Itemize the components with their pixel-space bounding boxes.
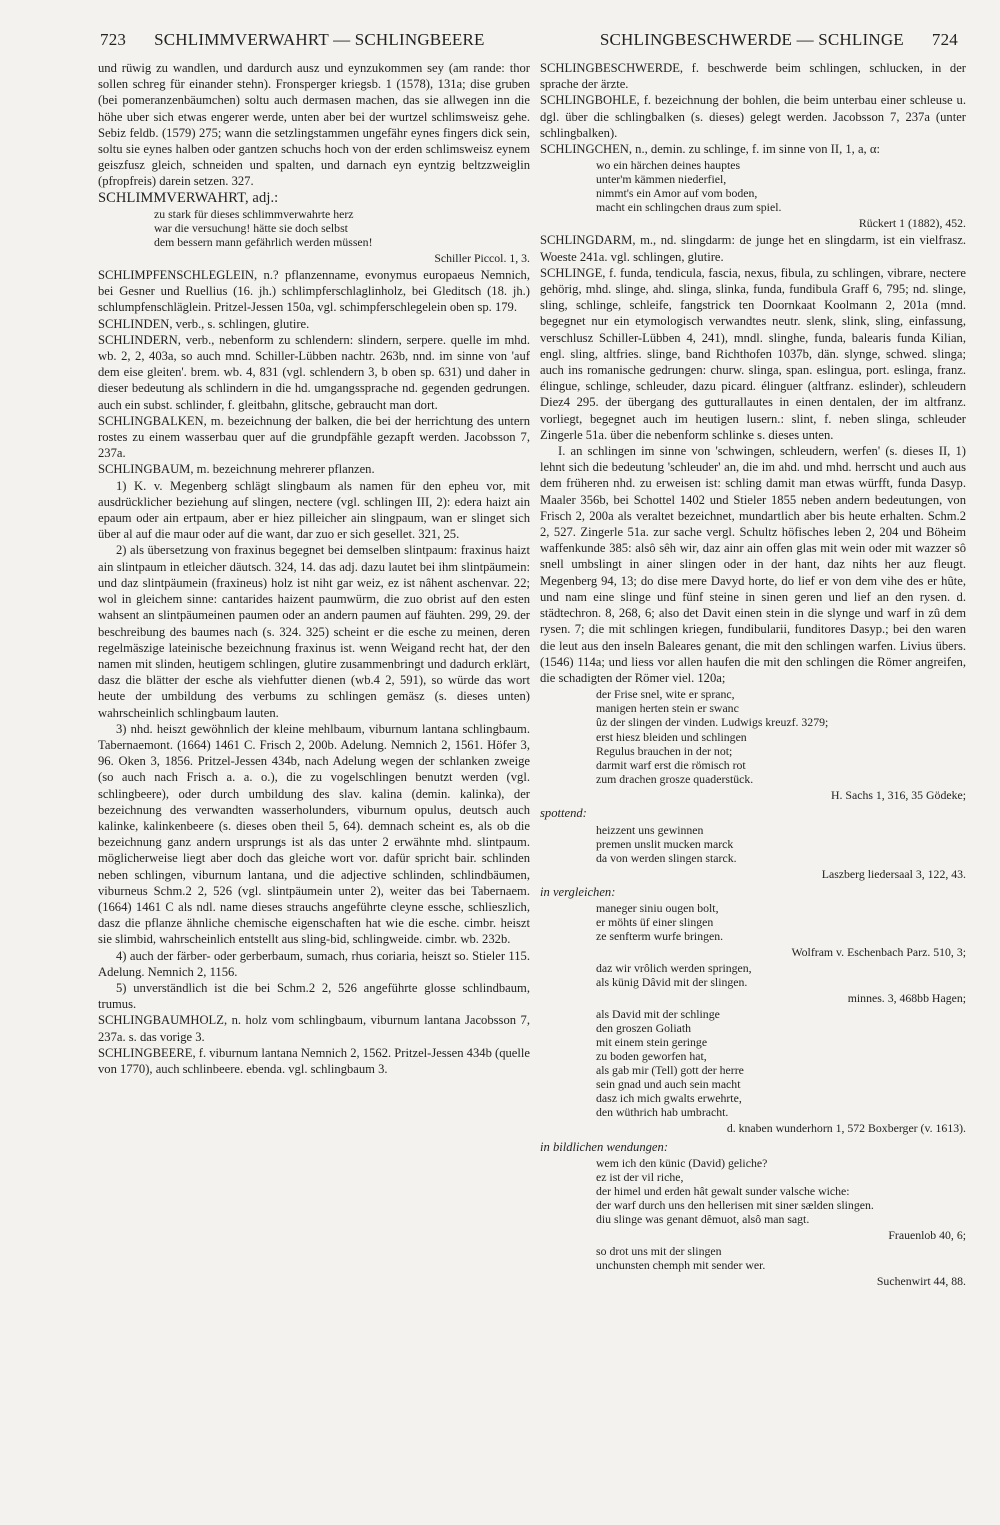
dictionary-entry: SCHLINGBESCHWERDE, f. beschwerde beim schlingen, schlucken, in der sprache der ärzte. [540,61,966,92]
sense-paragraph: 4) auch der färber- oder gerberbaum, sumach, rhus coriaria, heiszt so. Stieler 115. Adelung. Nemnich 2, 1156. [98,948,530,979]
left-column [98,60,530,1077]
verse-quotation: wem ich den künic (David) geliche? ez ist der vil riche, der himel und erden hât gewalt sunder valsche wiche: der warf durch uns den hellerisen mit siner sælden slingen. diu slinge was genant dêmuot, alsô man sagt. [596,1155,874,1226]
verse-quotation: als David mit der schlinge den groszen Goliath mit einem stein geringe zu boden geworfen hat, als gab mir (Tell) gott der herre sein gnad und auch sein macht dasz ich mich gwalts erwehrte, den wüthrich hab umbracht. [596,1007,744,1120]
dictionary-entry: SCHLINGCHEN, n., demin. zu schlinge, f. im sinne von II, 1, a, α: [540,142,880,157]
citation-source: Rückert 1 (1882), 452. [858,216,966,231]
citation-source: Schiller Piccol. 1, 3. [434,250,530,265]
sense-paragraph: 1) K. v. Megenberg schlägt slingbaum als namen für den epheu vor, mit ausdrücklicher beziehung auf slingen, nectere (vgl. schlingen III, 2): edera haizt ain epaum oder ain ertpaum, aber er hiez pilleicher ain slingpaum, wan er slinget sich über al auf die maur oder auf die want, dar zuo er sich gesellet. 321, 25. [98,478,530,542]
left-running-head [100,30,485,50]
sense-paragraph: 5) unverständlich ist die bei Schm.2 2, 526 angeführte glosse schlindbaum, trumus. [98,980,530,1012]
verse-quotation: erst hiesz bleiden und schlingen Regulus brauchen in der not; darmit warf erst die römisch rot zum drachen grosze quaderstück. [596,730,754,787]
usage-label: in bildlichen wendungen: [540,1139,669,1154]
usage-label: in vergleichen: [540,884,616,899]
verse-quotation: so drot uns mit der slingen unchunsten chemph mit sender wer. [596,1243,766,1272]
dictionary-entry: SCHLINDERN, verb., nebenform zu schlendern: slindern, serpere. quelle im mhd. wb. 2, 2, 403a, so auch mnd. Schiller-Lübben nachtr. 263b, nnd. im sinne von 'auf dem eise gleiten'. brem. wb. 4, 831 (vgl. schlendern 3, b oben sp. 631) und daher in dieser bedeutung als schlindern in die hd. umgangssprache nd. gegenden gedrungen. auch ein subst. schlinder, f. gleitbahn, glitsche, gebraucht man dort. [98,332,530,412]
left-header-title: SCHLIMMVERWAHRT — SCHLINGBEERE [154,30,485,49]
dictionary-entry: SCHLINGDARM, m., nd. slingdarm: de junge het en slingdarm, ist ein vielfrasz. Woeste 241a. vgl. schlingen, glutire. [540,233,966,264]
citation-source: H. Sachs 1, 316, 35 Gödeke; [831,788,966,803]
citation-source: Frauenlob 40, 6; [888,1227,966,1242]
right-page-number: 724 [931,30,958,49]
sense-paragraph: 3) nhd. heiszt gewöhnlich der kleine mehlbaum, viburnum lantana schlingbaum. Tabernaemont. (1664) 1461 C. Frisch 2, 200b. Adelung. Nemnich 2, 1561. Höfer 3, 96. Oken 3, 1856. Pritzel-Jessen 434b, nach Adelung wegen der schlanken zweige (so auch nach Frisch a. a. o.), die zu vogelschlingen benutzt werden (vgl. schlingbeere), oder durch umbildung des slav. kalina (demin. kalinka), der bezeichnung des verwandten wasserholunders, viburnum opulus, deutsch auch kalinke, kalinkenbeere (s. dieses oben theil 5, 64). demnach scheint es, als ob die bezeichnung ganz andern ursprungs ist als das unter 2 erwähnte mhd. slintpaum. möglicherweise liegt aber doch das gleiche wort vor. dafür spricht bair. schlinden neben schlingen, viburnum lantana, und die adjective schlinden, schlindbäumen, viburneus Schm.2 2, 526 (vgl. slintpäumein unter 2), weiter das bei Tabernaem. (1664) 1461 C als ndl. name dieses strauchs angeführte cleyne essche, schlieszlich, dasz die pflanze ähnliche chemische eigenschaften hat wie die esche. cimbr. heiszt sie slimbid, wahrscheinlich entstellt aus sling-bid, schlingweide. cimbr. wb. 232b. [98,721,530,947]
left-page-number: 723 [100,30,127,49]
citation-source: Suchenwirt 44, 88. [876,1273,966,1288]
verse-quotation: maneger siniu ougen bolt, er möhts üf einer slingen ze senfterm wurfe bringen. [596,900,724,943]
sense-paragraph: 2) als übersetzung von fraxinus begegnet bei demselben slintpaum: fraxinus haizt ain slintpaum in etleicher däutsch. 324, 14. das adj. dazu lautet bei ihm slintpäumein: und daz slintpäumein (fraxineus) holz ist niht gar weiz, ez ist nâhent aschenvar. 22; wol in gleichem sinne: cantarides haizent paumwürm, die zuo obrist auf den esten wahsent an slintpäumeinen paumen oder an andern paumen auf fäuhten. 299, 29. der beschreibung des baumes nach (s. 324. 325) scheint er die esche zu meinen, deren regelmäszige lateinische bezeichnung fraxinus ist. wenn Weigand recht hat, der den namen mit slinden, heutigem schlingen, glutire zusammenbringt und dadurch erklärt, dasz die blätter der esche als viehfutter dienen (wb.4 2, 591), so würde das wort heute der umbildung des verbums zu schlingen gemäsz (s. dieses unten) wahrscheinlich schlingbaum lauten. [98,543,530,720]
dictionary-entry: SCHLINGBEERE, f. viburnum lantana Nemnich 2, 1562. Pritzel-Jessen 434b (quelle von 1770), auch schlinbeere. ebenda. vgl. schlingbaum 3. [98,1045,530,1076]
right-column [540,60,966,1290]
dictionary-entry: SCHLINGBALKEN, m. bezeichnung der balken, die bei der herrichtung des untern rostes zu einem wasserbau quer auf die grundpfähle gezapft werden. Jacobsson 7, 237a. [98,413,530,461]
dictionary-entry: SCHLINGBAUMHOLZ, n. holz vom schlingbaum, viburnum lantana Jacobsson 7, 237a. s. das vorige 3. [98,1013,530,1044]
right-running-head [600,30,958,50]
dictionary-entry: und rüwig zu wandlen, und dardurch ausz und eynzukommen sey (am rande: thor sollen schreg für einander stehn). Fronsperger kriegsb. 1 (1578), 131a; dise gruben (bei pomeranzenbäumchen) soltu auch dermasen machen, das sie allwegen inn die höhe uber sich etwas engerer werde, unten aber bei der wurtzel schlimsweisz gehe. Sebiz feldb. (1579) 275; wann die setzlingstammen ungefähr eynes fingers dick sein, soltu sie eynes halben oder gantzen schuchs hoch von der erden schlimsweisz eynem geiszfusz gleich, schneiden und spalten, und darnach eyn eyntzig beltzzweiglin (pfropfreis) darein setzen. 327. [98,61,530,189]
citation-source: minnes. 3, 468bb Hagen; [847,991,966,1006]
dictionary-entry: SCHLINGBOHLE, f. bezeichnung der bohlen, die beim unterbau einer schleuse u. dgl. über die schlingbalken (s. dieses) gelegt werden. Jacobsson 7, 237a (unter schlingbalken). [540,93,966,140]
dictionary-entry: SCHLIMPFENSCHLEGLEIN, n.? pflanzenname, evonymus europaeus Nemnich, bei Gesner und Ruellius (16. jh.) schlimpferschlaglinholz, bei Gleditsch (18. jh.) schlumpfenschläglein. Pritzel-Jessen 150a, vgl. schimpferschlegelein oben sp. 179. [98,268,530,315]
usage-label: spottend: [540,806,587,821]
verse-quotation: daz wir vrôlich werden springen, als künig Dâvid mit der slingen. [596,961,752,990]
headword: SCHLIMMVERWAHRT, adj.: [98,189,279,206]
right-header-title: SCHLINGBESCHWERDE — SCHLINGE [599,30,904,49]
dictionary-entry: SCHLINGBAUM, m. bezeichnung mehrerer pflanzen. [98,462,375,477]
verse-quotation: heizzent uns gewinnen premen unslit mucken marck da von werden slingen starck. [596,822,737,865]
verse-quotation: der Frise snel, wite er spranc, manigen herten stein er swanc ûz der slingen der vinden. Ludwigs kreuzf. 3279; [596,687,829,730]
citation-source: Laszberg liedersaal 3, 122, 43. [821,866,966,881]
dictionary-entry: SCHLINGE, f. funda, tendicula, fascia, nexus, fibula, zu schlingen, vibrare, nectere gehörig, mhd. slinge, ahd. slinga, slinka, funda, fundibula Graff 6, 795; nd. slinge, sling, schlinge, schleife, fangstrick ten Doornkaat Koolmann 2, 201a (mnd. begegnet nur ein etymologisch verwandtes neutr. slenk, slink, sling, einfassung, verschlusz Schiller-Lübben 4, 241), mndl. slinghe, funda, balearis funda Kilian, engl. sling, altfries. slinge, band Richthofen 1037b, dän. slynge, schwed. slinga; auch ins romanische gedrungen: churw. slinga, span. eslinguа, port. eslinga, franz. élingue, schlinge, schleuder, dazu picard. élinguer (altfranz. eslinder), schleudern Diez4 295. der übergang des gutturallautes in einen dentalen, der im altfranz. vorliegt, begegnet auch im heutigen lusern.: slint, f. neben slinga, schleuder Zingerle 51a. über die nebenform schlinke s. dieses unten. [540,265,966,442]
dictionary-entry: SCHLINDEN, verb., s. schlingen, glutire. [98,316,310,331]
citation-source: d. knaben wunderhorn 1, 572 Boxberger (v. 1613). [726,1121,966,1136]
citation-source: Wolfram v. Eschenbach Parz. 510, 3; [791,944,966,959]
verse-quotation: zu stark für dieses schlimmverwahrte herz war die versuchung! hätte sie doch selbst dem bessern mann gefährlich werden müssen! [154,206,373,249]
verse-quotation: wo ein härchen deines hauptes unter'm kämmen niederfiel, nimmt's ein Amor auf vom boden, macht ein schlingchen draus zum spiel. [596,158,782,215]
sense-paragraph: I. an schlingen im sinne von 'schwingen, schleudern, werfen' (s. dieses II, 1) lehnt sich die bedeutung 'schleuder' an, die im ahd. und mhd. herrscht und auch aus dem früheren nhd. zu erweisen ist: schling damit man etwas würfft, funda Dasyp. Maaler 356b, bei Schottel 1402 und Stieler 1855 neben andern bedeutungen, von Frisch 2, 200a als veraltet bezeichnet, mundartlich aber bis heute erhalten. Schm.2 2, 527. Zingerle 51a. zur sache vergl. Schultz höfisches leben 2, 204 und Böheim waffenkunde 385: alsô sêh wir, daz ainr ain offen glas mit wein oder mit wazzer sô snell umbslingt in ainer slingen oder in der hant, daz nihts her auz fleugt. Megenberg 94, 13; do dise mere Davyd horte, do lief er von dem vihe des er hûte, und nam eine slinge und fünf steine in sinen geren und lief an den rysen. d. städtechron. 8, 268, 6; also det Davit einen stein in die slynge und warf in zû dem rysen. 7; die mit schlingen kriegen, fundibularii, funditores Dasyp.; bei den waren die leut aus den inseln Baleares genant, die mit den schlingen warfen. Livius übers. (1546) 114a; und liess vor allen haufen die mit den schlingen die Römer angreifen, die schadigten der Römer viel. 120a; [540,444,966,685]
